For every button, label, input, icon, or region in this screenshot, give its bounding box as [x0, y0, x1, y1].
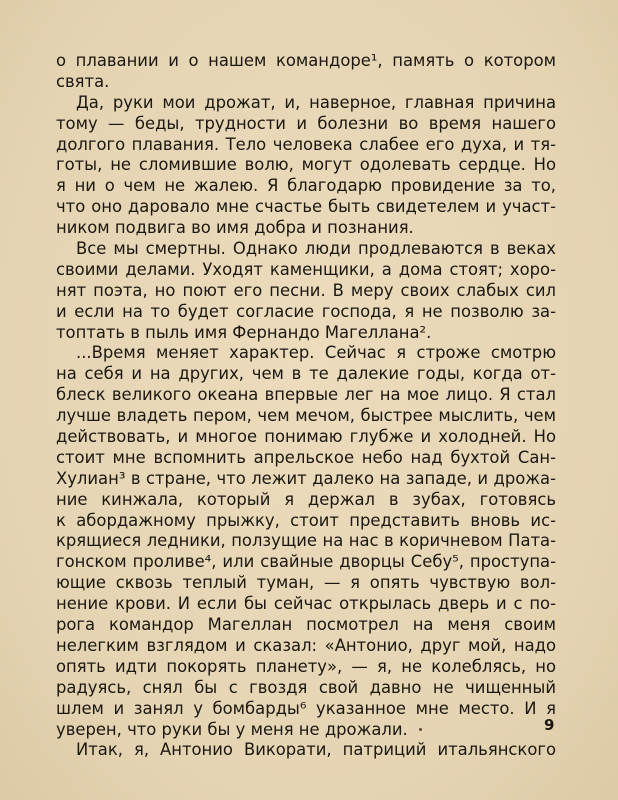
text-line: готы, не сломившие волю, могут одолевать сердце. Но [56, 155, 556, 175]
text-line: свята. [56, 71, 110, 91]
print-speck [419, 728, 422, 731]
text-line: стоит мне вспомнить апрельское небо над бухтой Сан- [56, 447, 556, 467]
text-line: ником подвига во имя добра и познания. [56, 218, 414, 238]
text-line: крящиеся ледники, ползущие на нас в коричневом Пата- [56, 531, 556, 551]
text-line: блеск великого океана впервые лег на мое лицо. Я стал [56, 385, 556, 405]
text-line: радуясь, снял бы с гвоздя свой давно не чищенный [56, 677, 556, 697]
text-line: что оно даровало мне счастье быть свидетелем и участ- [56, 197, 556, 217]
text-line: нят поэта, но поют его песни. В меру своих слабых сил [56, 280, 556, 300]
text-line: топтать в пыль имя Фернандо Магеллана². [56, 322, 432, 342]
page-number: 9 [544, 716, 555, 734]
text-line: своими делами. Уходят каменщики, а дома стоят; хоро- [56, 259, 556, 279]
text-line: нелегким взглядом и сказал: «Антонио, друг мой, надо [56, 635, 556, 655]
text-line: гонском проливе⁴, или свайные дворцы Себу⁵, проступа- [56, 552, 556, 572]
body-text [56, 51, 556, 761]
text-line: и если на то будет согласие господа, я не позволю за- [56, 301, 556, 321]
text-line: на себя и на других, чем в те далекие годы, когда от- [56, 364, 556, 384]
text-line: Все мы смертны. Однако люди продлеваются в веках [76, 239, 556, 259]
text-line: уверен, что руки бы у меня не дрожали. [56, 719, 408, 739]
text-line: ние кинжала, который я держал в зубах, готовясь [56, 489, 556, 509]
text-line: Да, руки мои дрожат, и, наверное, главная причина [76, 92, 556, 112]
text-line: опять идти покорять планету», — я, не колеблясь, но [56, 656, 556, 676]
text-line: лучше владеть пером, чем мечом, быстрее мыслить, чем [56, 406, 556, 426]
text-line: о плавании и о нашем командоре¹, память о котором [56, 51, 556, 70]
text-line: нение крови. И если бы сейчас открылась дверь и с по- [56, 594, 556, 614]
text-line: действовать, и многое понимаю глубже и холодней. Но [56, 427, 556, 447]
text-line: рога командор Магеллан посмотрел на меня своим [56, 615, 556, 635]
text-line: Итак, я, Антонио Викорати, патриций итальянского [76, 740, 556, 760]
text-line: к абордажному прыжку, стоит представить вновь ис- [56, 510, 556, 530]
text-line: Хулиан³ в стране, что лежит далеко на западе, и дрожа- [56, 468, 556, 488]
text-line: долгого плавания. Тело человека слабее его духа, и тя- [56, 134, 556, 154]
text-line: я ни о чем не жалею. Я благодарю провидение за то, [56, 176, 556, 196]
text-line: ющие сквозь теплый туман, — я опять чувствую вол- [56, 573, 556, 593]
text-line: шлем и занял у бомбарды⁶ указанное мне место. И я [56, 698, 556, 718]
text-line: тому — беды, трудности и болезни во время нашего [56, 113, 556, 133]
text-line: ...Время меняет характер. Сейчас я строже смотрю [76, 343, 556, 363]
